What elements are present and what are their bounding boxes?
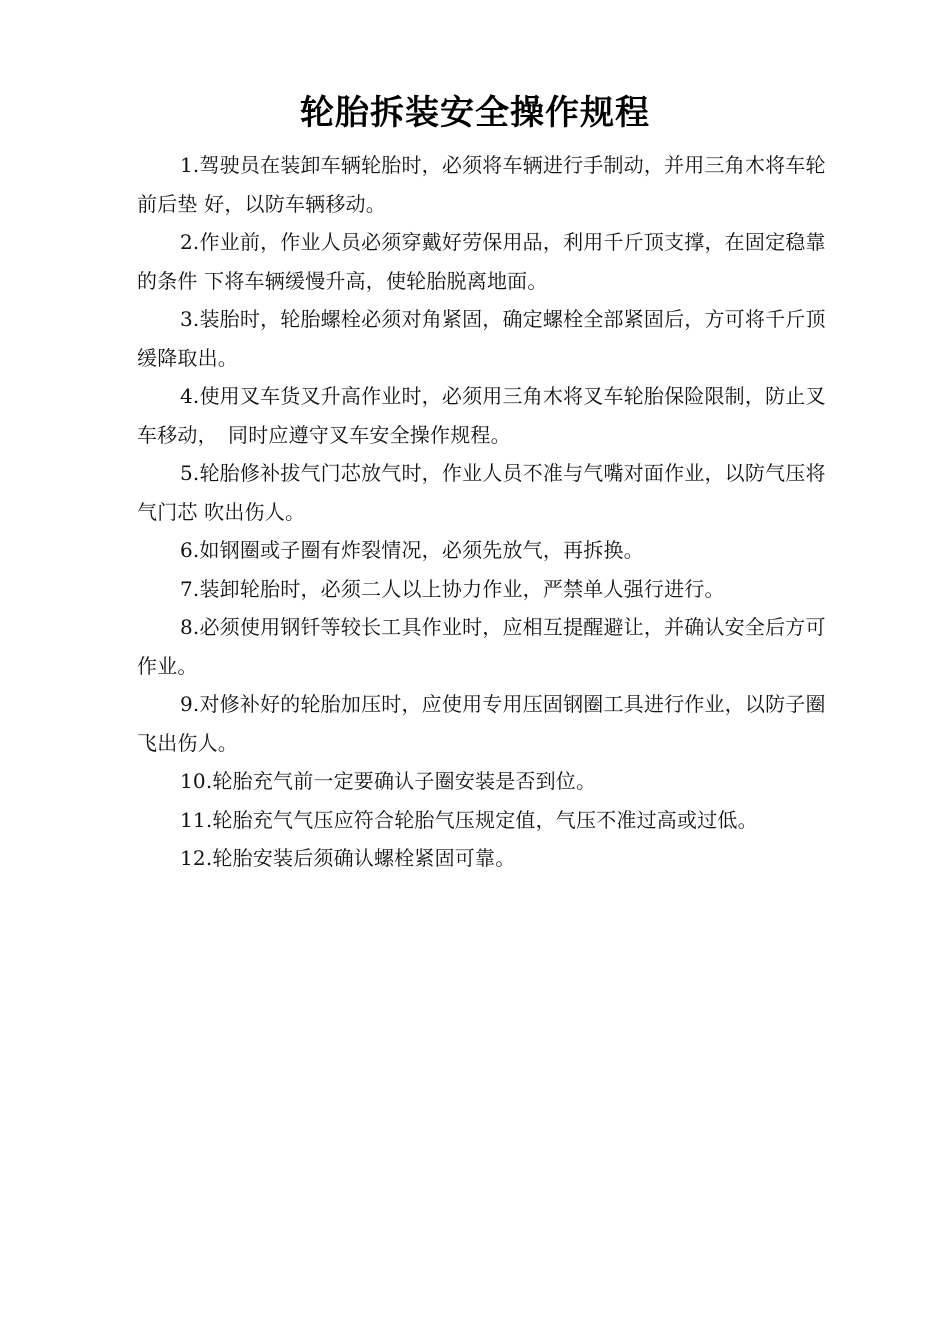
rule-item: 8.必须使用钢钎等较长工具作业时，应相互提醒避让，并确认安全后方可作业。 [137, 615, 826, 678]
document-title: 轮胎拆装安全操作规程 [300, 93, 650, 133]
rule-item: 4.使用叉车货叉升高作业时，必须用三角木将叉车轮胎保险限制，防止叉车移动， 同时应遵守叉车安全操作规程。 [137, 384, 826, 447]
rule-item: 11.轮胎充气气压应符合轮胎气压规定值，气压不准过高或过低。 [180, 807, 758, 832]
rule-item: 2.作业前，作业人员必须穿戴好劳保用品，利用千斤顶支撑，在固定稳靠的条件 下将车辆缓慢升高，使轮胎脱离地面。 [137, 230, 826, 293]
rules-list [137, 146, 827, 878]
rule-item: 10.轮胎充气前一定要确认子圈安装是否到位。 [180, 769, 597, 793]
rule-item: 6.如钢圈或子圈有炸裂情况，必须先放气，再拆换。 [180, 538, 644, 562]
rule-item: 1.驾驶员在装卸车辆轮胎时，必须将车辆进行手制动，并用三角木将车轮前后垫 好，以防车辆移动。 [137, 153, 826, 216]
rule-item: 7.装卸轮胎时，必须二人以上协力作业，严禁单人强行进行。 [180, 576, 725, 601]
rule-item: 3.装胎时，轮胎螺栓必须对角紧固，确定螺栓全部紧固后，方可将千斤顶缓降取出。 [137, 307, 826, 370]
rule-item: 9.对修补好的轮胎加压时，应使用专用压固钢圈工具进行作业，以防子圈飞出伤人。 [137, 692, 826, 755]
rule-item: 12.轮胎安装后须确认螺栓紧固可靠。 [180, 846, 516, 870]
rule-item: 5.轮胎修补拔气门芯放气时，作业人员不准与气嘴对面作业，以防气压将气门芯 吹出伤人。 [137, 461, 826, 524]
